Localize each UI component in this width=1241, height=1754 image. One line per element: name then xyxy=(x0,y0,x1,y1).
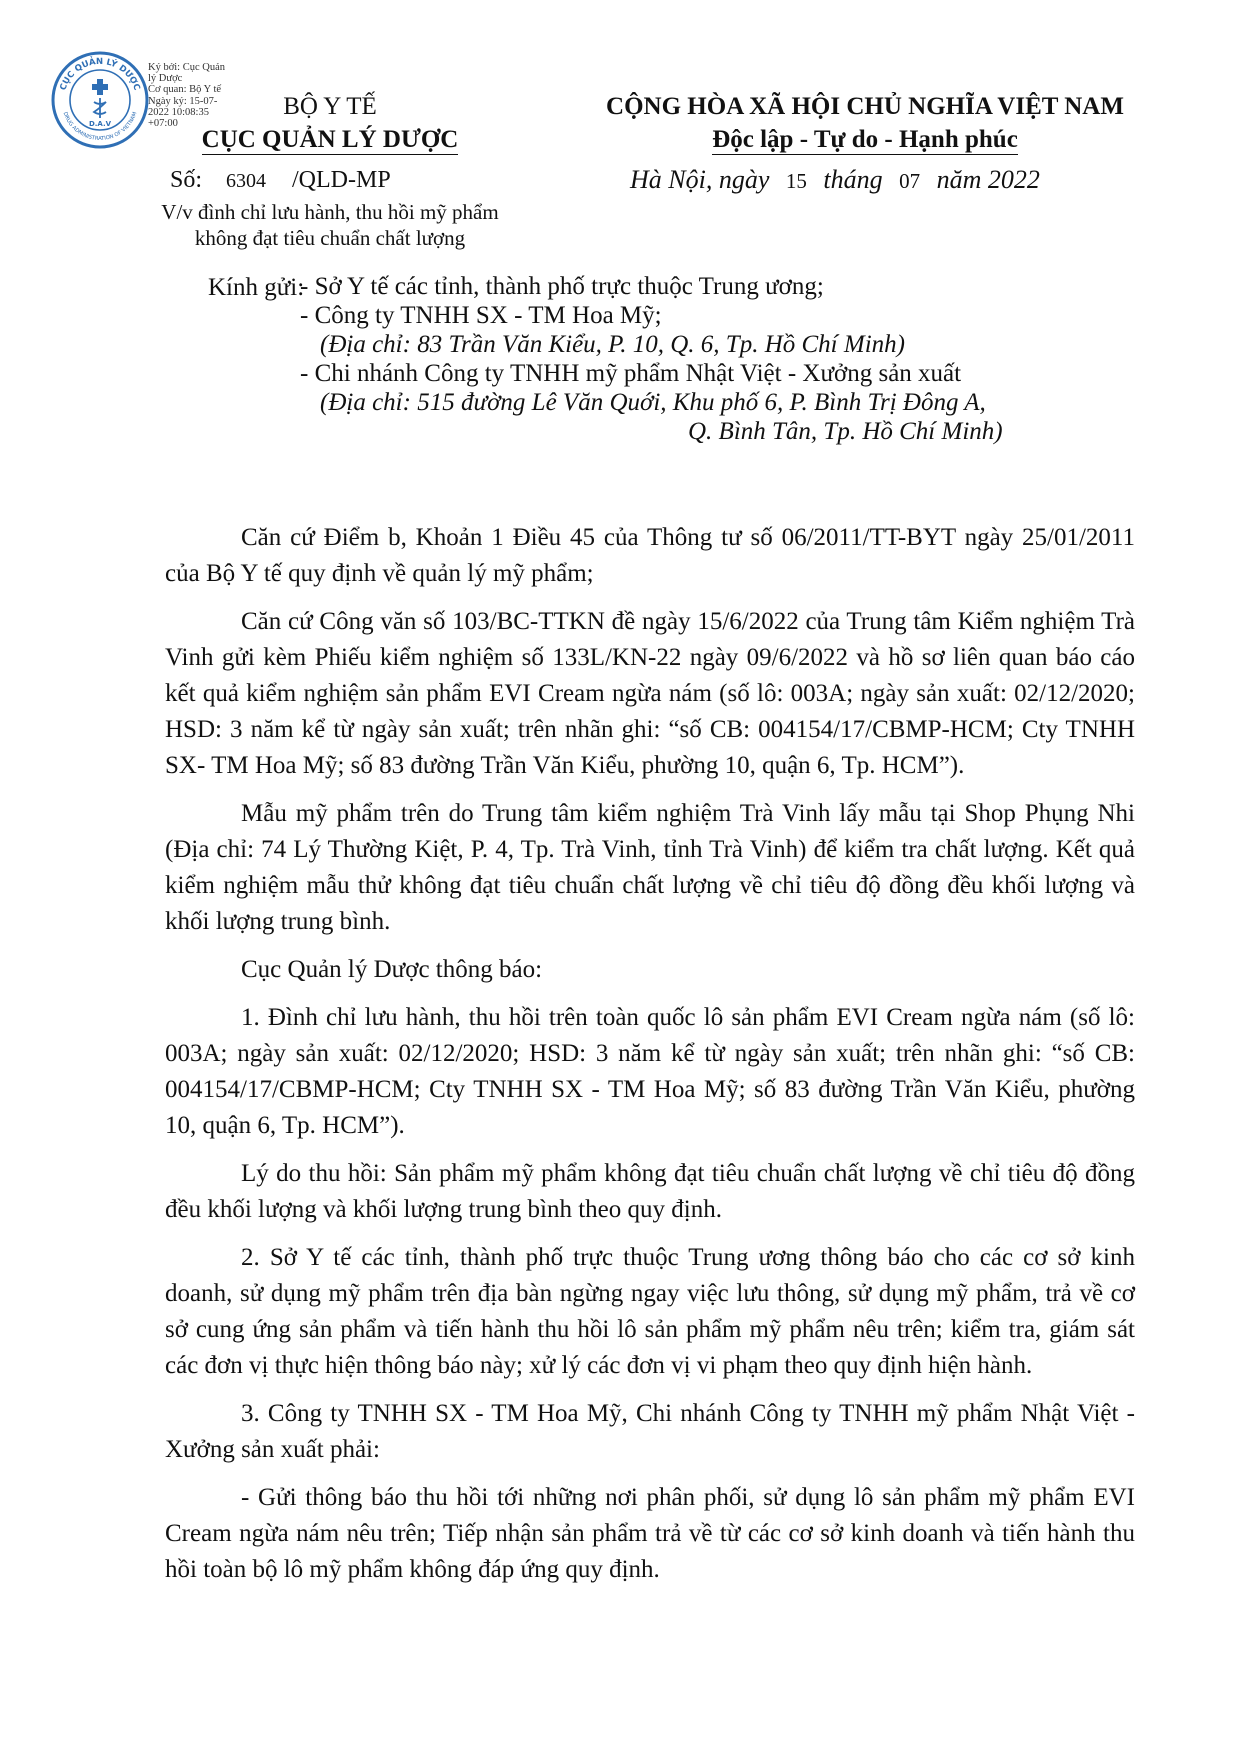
body-paragraph: 3. Công ty TNHH SX - TM Hoa Mỹ, Chi nhánh Công ty TNHH mỹ phẩm Nhật Việt - Xưởng sản xuất phải: xyxy=(165,1400,1135,1463)
body-paragraph: Căn cứ Công văn số 103/BC-TTKN đề ngày 15/6/2022 của Trung tâm Kiểm nghiệm Trà Vinh gửi kèm Phiếu kiểm nghiệm số 133L/KN-22 ngày 09/6/2022 và hồ sơ liên quan báo cáo kết quả kiểm nghiệm sản phẩm EVI Cream ngừa nám (số lô: 003A; ngày sản xuất: 02/12/2020; HSD: 3 năm kể từ ngày sản xuất; trên nhãn ghi: “số CB: 004154/17/CBMP-HCM; Cty TNHH SX- TM Hoa Mỹ; số 83 đường Trần Văn Kiểu, phường 10, quận 6, Tp. HCM”). xyxy=(165,608,1135,779)
number-suffix: /QLD-MP xyxy=(292,167,391,193)
document-subject xyxy=(130,199,530,251)
date-year: năm 2022 xyxy=(936,165,1040,194)
signature-line: Ký bởi: Cục Quản xyxy=(148,62,226,73)
signature-line: Cơ quan: Bộ Y tế xyxy=(148,84,222,96)
svg-text:DRUG ADMINISTRATION OF VIETNAM: DRUG ADMINISTRATION OF VIETNAM xyxy=(61,111,139,143)
recipient-item: - Công ty TNHH SX - TM Hoa Mỹ; xyxy=(300,302,662,329)
body-paragraph: Cục Quản lý Dược thông báo: xyxy=(241,956,543,983)
signature-line: 2022 10:08:35 xyxy=(148,106,209,118)
document-body xyxy=(165,520,1135,1600)
document-date xyxy=(630,165,1040,195)
subject-line: không đạt tiêu chuẩn chất lượng xyxy=(194,226,466,250)
recipient-item: - Chi nhánh Công ty TNHH mỹ phẩm Nhật Việt - Xưởng sản xuất xyxy=(300,360,962,387)
document-number xyxy=(170,167,391,194)
recipients-greeting: Kính gửi: xyxy=(208,274,305,301)
signature-line: +07:00 xyxy=(148,118,178,130)
recipient-item: - Sở Y tế các tỉnh, thành phố trực thuộc Trung ương; xyxy=(300,273,824,300)
recipient-address: (Địa chỉ: 83 Trần Văn Kiểu, P. 10, Q. 6, Tp. Hồ Chí Minh) xyxy=(320,331,905,358)
number-value: 6304 xyxy=(226,170,267,192)
number-prefix: Số: xyxy=(170,167,203,193)
body-paragraph: Mẫu mỹ phẩm trên do Trung tâm kiểm nghiệm Trà Vinh lấy mẫu tại Shop Phụng Nhi (Địa chỉ: 74 Lý Thường Kiệt, P. 4, Tp. Trà Vinh, tỉnh Trà Vinh) để kiểm tra chất lượng. Kết quả kiểm nghiệm mẫu thử không đạt tiêu chuẩn chất lượng về chỉ tiêu độ đồng đều khối lượng và khối lượng trung bình. xyxy=(165,800,1135,935)
motto-text: Độc lập - Tự do - Hạnh phúc xyxy=(712,126,1018,153)
body-paragraph: Căn cứ Điểm b, Khoản 1 Điều 45 của Thông tư số 06/2011/TT-BYT ngày 25/01/2011 của Bộ Y tế quy định về quản lý mỹ phẩm; xyxy=(165,524,1135,587)
signature-line: lý Dược xyxy=(148,73,183,85)
body-paragraph: Lý do thu hồi: Sản phẩm mỹ phẩm không đạt tiêu chuẩn chất lượng về chỉ tiêu độ đồng đều khối lượng và khối lượng trung bình theo quy định. xyxy=(165,1160,1135,1223)
recipient-address: (Địa chỉ: 515 đường Lê Văn Quới, Khu phố 6, P. Bình Trị Đông A, xyxy=(320,389,986,416)
date-prefix: Hà Nội, ngày xyxy=(630,165,770,194)
subject-line: V/v đình chỉ lưu hành, thu hồi mỹ phẩm xyxy=(161,200,499,224)
body-paragraph: - Gửi thông báo thu hồi tới những nơi phân phối, sử dụng lô sản phẩm mỹ phẩm EVI Cream ngừa nám nêu trên; Tiếp nhận sản phẩm trả về từ các cơ sở kinh doanh và tiến hành thu hồi toàn bộ lô mỹ phẩm không đáp ứng quy định. xyxy=(165,1484,1135,1583)
date-month-label: tháng xyxy=(823,165,883,194)
signature-line: Ngày ký: 15-07- xyxy=(148,95,218,107)
svg-text:D.A.V: D.A.V xyxy=(88,120,112,128)
svg-text:CỤC QUẢN LÝ DƯỢC: CỤC QUẢN LÝ DƯỢC xyxy=(58,56,142,92)
department-name xyxy=(130,126,530,154)
ministry-name: BỘ Y TẾ xyxy=(283,93,377,120)
date-day: 15 xyxy=(785,169,807,193)
department-name-text: CỤC QUẢN LÝ DƯỢC xyxy=(201,126,459,153)
recipient-address: Q. Bình Tân, Tp. Hồ Chí Minh) xyxy=(688,418,1003,445)
national-motto xyxy=(540,126,1190,154)
body-paragraph: 2. Sở Y tế các tỉnh, thành phố trực thuộc Trung ương thông báo cho các cơ sở kinh doanh, sử dụng mỹ phẩm trên địa bàn ngừng ngay việc lưu thông, sử dụng mỹ phẩm, trả về cơ sở cung ứng sản phẩm và tiến hành thu hồi lô sản phẩm mỹ phẩm nêu trên; kiểm tra, giám sát các đơn vị thực hiện thông báo này; xử lý các đơn vị vi phạm theo quy định hiện hành. xyxy=(165,1244,1135,1379)
country-name: CỘNG HÒA XÃ HỘI CHỦ NGHĨA VIỆT NAM xyxy=(606,93,1124,120)
date-month: 07 xyxy=(899,169,921,193)
body-paragraph: 1. Đình chỉ lưu hành, thu hồi trên toàn quốc lô sản phẩm EVI Cream ngừa nám (số lô: 003A; ngày sản xuất: 02/12/2020; HSD: 3 năm kể từ ngày sản xuất; trên nhãn ghi: “số CB: 004154/17/CBMP-HCM; Cty TNHH SX - TM Hoa Mỹ; số 83 đường Trần Văn Kiểu, phường 10, quận 6, Tp. HCM”). xyxy=(165,1004,1135,1139)
